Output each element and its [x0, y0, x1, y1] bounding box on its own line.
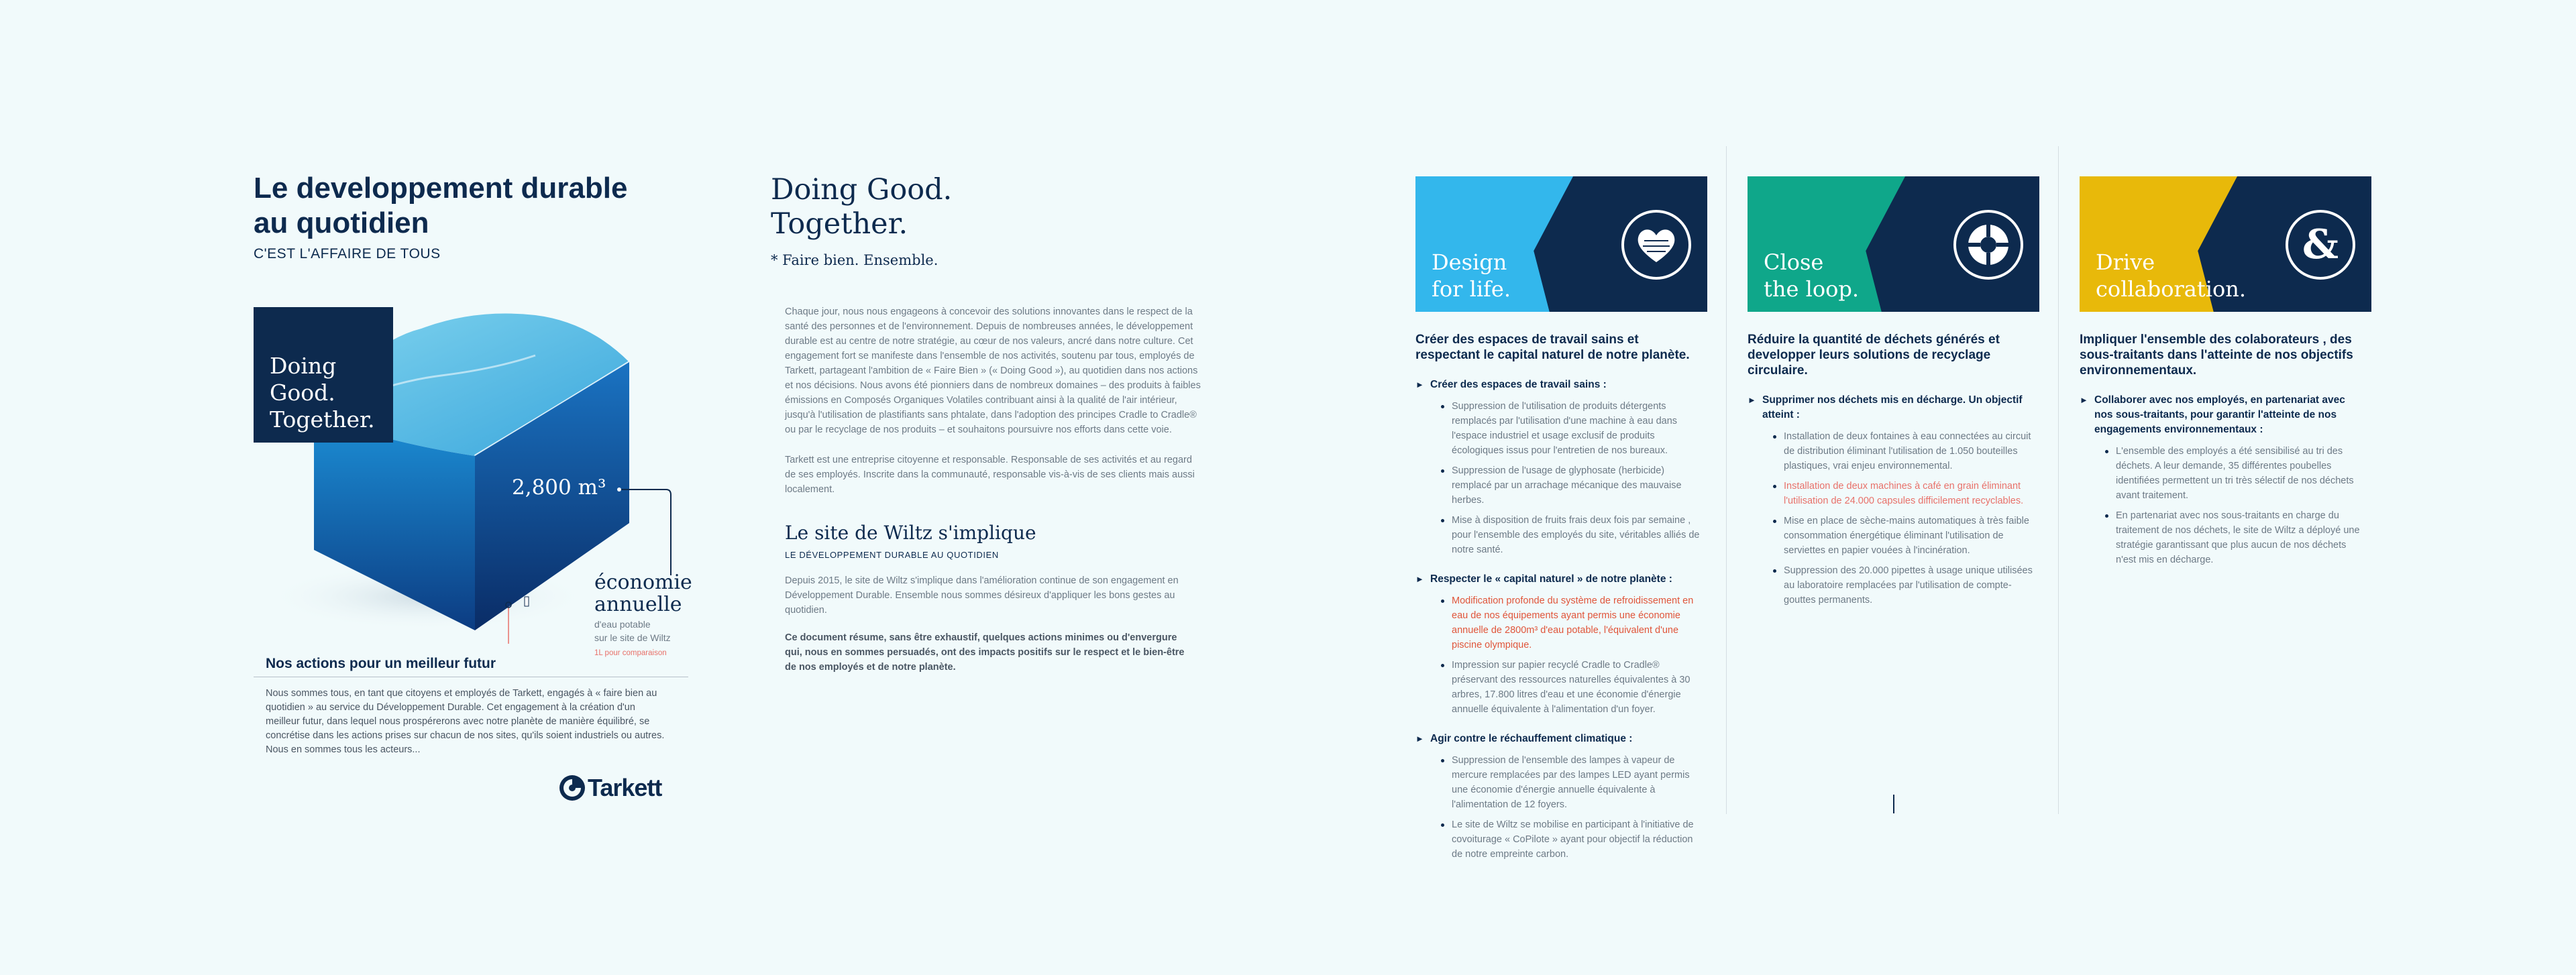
panel-divider-2 — [2058, 146, 2059, 814]
panel-heading: Impliquer l'ensemble des colaborateurs , des sous-traitants dans l'atteinte de nos objectifs environnementaux. — [2080, 333, 2353, 378]
economy-sublabel: d'eau potable sur le site de Wiltz — [594, 619, 671, 643]
summary-paragraph: Ce document résume, sans être exhaustif, quelques actions minimes ou d'envergure qui, nous en sommes persuadés, ont des impacts positifs sur le respect et le bien-être de nos employés et de notre planète. — [785, 632, 1185, 673]
tarkett-logo-text: Tarkett — [588, 774, 662, 801]
svg-text:&: & — [2302, 221, 2339, 268]
list-item: Le site de Wiltz se mobilise en participant à l'initiative de covoiturage « CoPilote » ayant pour objectif la réduction de notre empreinte carbon. — [1441, 817, 1704, 862]
panel-banner — [1748, 176, 2039, 312]
panel-3 — [2080, 176, 2371, 573]
doing-good-box: Doing Good. Together. — [254, 307, 393, 443]
site-paragraph: Depuis 2015, le site de Wiltz s'implique dans l'amélioration continue de son engagement en Développement Durable. Ensemble nous sommes désireux d'appliquer les bons gestes au quotidien. — [785, 575, 1179, 616]
bullet-list — [1441, 753, 1704, 862]
panel-heading: Créer des espaces de travail sains et respectant le capital naturel de notre planète. — [1415, 333, 1690, 362]
bullet-list — [1441, 593, 1704, 717]
panel-banner — [1415, 176, 1707, 312]
section-title: ► Respecter le « capital naturel » de notre planète : — [1415, 572, 1702, 587]
panel-banner-title: Design for life. — [1432, 249, 1511, 302]
comparison-note: 1L pour comparaison — [594, 649, 667, 657]
panel-banner — [2080, 176, 2371, 312]
triangle-bullet-icon: ► — [1415, 380, 1424, 390]
list-item: Impression sur papier recyclé Cradle to Cradle® préservant des ressources naturelles équivalentes à 30 arbres, 17.800 litres d'eau et une économie d'énergie annuelle équivalente à l'alimentation d'un foyer. — [1441, 658, 1704, 717]
page-subtitle: C'EST L'AFFAIRE DE TOUS — [254, 246, 441, 262]
list-item: Suppression de l'ensemble des lampes à vapeur de mercure remplacées par des lampes LED ayant permis une économie d'énergie annuelle équivalente à l'alimentation de 12 foyers. — [1441, 753, 1704, 812]
bullet-list — [2105, 444, 2368, 567]
tarkett-logo-icon — [558, 774, 586, 802]
panel-1 — [1415, 176, 1707, 867]
list-item: Suppression des 20.000 pipettes à usage unique utilisées au laboratoire remplacées par l'utilisation de compte-gouttes permanents. — [1773, 563, 2036, 608]
panel-2 — [1748, 176, 2039, 613]
intro-paragraph: Chaque jour, nous nous engageons à concevoir des solutions innovantes dans le respect de la santé des personnes et de l'environnement. Depuis de nombreuses années, le développement durable est au centre de notre stratégie, au cœur de nos valeurs, ancré dans notre culture. Cet engagement fort se manifeste dans l'ensemble de nos activités, soutenu par tous, employés de Tarkett, partageant l'ambition de « Faire Bien » (« Doing Good »), au quotidien dans nos actions et nos décisions. Nous avons été pionniers dans de nombreux domaines – des produits à faibles émissions en Composés Organiques Volatiles contribuant ainsi à la qualité de l'air intérieur, jusqu'à l'utilisation de plastifiants sans phtalate, dans l'adoption des principes Cradle to Cradle® ou par le recyclage de nos produits – et souhaitons poursuivre nos efforts dans cette voie. — [785, 306, 1201, 435]
panel-banner-title: Drive collaboration. — [2096, 249, 2246, 302]
panel-divider-1 — [1726, 146, 1727, 814]
list-item: Suppression de l'utilisation de produits détergents remplacés par l'utilisation d'une machine à eau dans l'espace industriel et usage exclusif de produits écologiques issus pour l'entretien de nos bureaux. — [1441, 399, 1704, 458]
page-title: Le developpement durable au quotidien — [254, 172, 628, 239]
triangle-bullet-icon: ► — [1748, 395, 1756, 405]
list-item: L'ensemble des employés a été sensibilisé au tri des déchets. A leur demande, 35 différentes poubelles identifiées permettent un tri très sélectif de nos déchets avant traitement. — [2105, 444, 2368, 503]
list-item: Installation de deux fontaines à eau connectées au circuit de distribution éliminant l'utilisation de 1.050 bouteilles plastiques, vrai enjeu environnemental. — [1773, 429, 2036, 473]
list-item: Mise en place de sèche-mains automatiques à très faible consommation énergétique éliminant l'utilisation de serviettes en papier vouées à l'incinération. — [1773, 514, 2036, 558]
middle-tagline: * Faire bien. Ensemble. — [771, 252, 938, 268]
section-title: ► Agir contre le réchauffement climatique : — [1415, 732, 1702, 746]
list-item: Suppression de l'usage de glyphosate (herbicide) remplacé par un arrachage mécanique des mauvaise herbes. — [1441, 463, 1704, 508]
section-title: ► Collaborer avec nos employés, en partenariat avec nos sous-traitants, pour garantir l'atteinte de nos engagements environnementaux : — [2080, 394, 2345, 435]
ampersand-icon — [2283, 207, 2358, 282]
bullet-list — [1441, 399, 1704, 557]
section-title: ► Créer des espaces de travail sains : — [1415, 378, 1702, 392]
list-item: En partenariat avec nos sous-traitants en charge du traitement de nos déchets, le site de Wiltz a déployé une stratégie garantissant que plus aucun de nos déchets n'est mis en décharge. — [2105, 508, 2368, 567]
citizen-paragraph: Tarkett est une entreprise citoyenne et responsable. Responsable de ses activités et au regard de ses employés. Inscrite dans la communauté, responsable vis-à-vis de ses clients mais aussi localement. — [785, 455, 1195, 495]
triangle-bullet-icon: ► — [2080, 395, 2088, 405]
stray-mark — [1893, 795, 1894, 813]
tarkett-logo — [558, 773, 661, 803]
actions-heading: Nos actions pour un meilleur futur — [266, 656, 496, 671]
list-item: Installation de deux machines à café en grain éliminant l'utilisation de 24.000 capsules difficilement recyclables. — [1773, 479, 2036, 508]
section-title: ► Supprimer nos déchets mis en décharge. Un objectif atteint : — [1748, 394, 2023, 420]
triangle-bullet-icon: ► — [1415, 734, 1424, 744]
list-item: Modification profonde du système de refroidissement en eau de nos équipements ayant permis une économie annuelle de 2800m³ d'eau potable, l'équivalent d'une piscine olympique. — [1441, 593, 1704, 652]
heart-icon — [1619, 207, 1694, 282]
bullet-list — [1773, 429, 2036, 608]
panel-heading: Réduire la quantité de déchets générés et developper leurs solutions de recyclage circulaire. — [1748, 333, 2000, 378]
list-item: Mise à disposition de fruits frais deux fois par semaine , pour l'ensemble des employés du site, véritables alliés de notre santé. — [1441, 513, 1704, 557]
middle-heading: Doing Good. Together. — [771, 173, 953, 241]
panel-banner-title: Close the loop. — [1764, 249, 1859, 302]
site-subheading: LE DÉVELOPPEMENT DURABLE AU QUOTIDIEN — [785, 550, 999, 560]
triangle-bullet-icon: ► — [1415, 574, 1424, 584]
actions-text: Nous sommes tous, en tant que citoyens et employés de Tarkett, engagés à « faire bien au quotidien » au service du Développement Durable. Cet engagement à la création d'un meilleur futur, dans lequel nous prospérerons avec notre planète de manière équilibré, se concrétise dans les actions prises sur chacun de nos sites, qu'ils soient industriels ou autres. Nous en sommes tous les acteurs... — [266, 688, 665, 755]
recycle-icon — [1951, 207, 2026, 282]
economy-label: économie annuelle — [594, 571, 692, 616]
volume-label: 2,800 m³ — [512, 475, 606, 500]
site-heading: Le site de Wiltz s'implique — [785, 522, 1036, 544]
